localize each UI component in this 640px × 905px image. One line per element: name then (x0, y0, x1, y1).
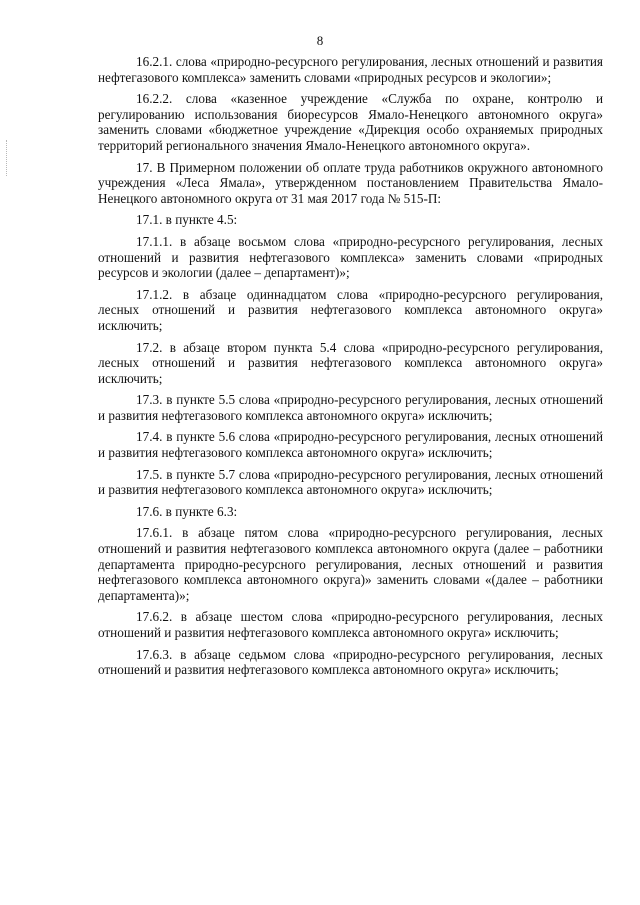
paragraph-17-6: 17.6. в пункте 6.3: (136, 503, 238, 519)
paragraph-17-4: 17.4. в пункте 5.6 слова «природно-ресурсного регулирования, лесных отношений и развития нефтегазового комплекса автономного округа» исключить; (98, 429, 603, 461)
document-body (98, 54, 603, 684)
paragraph-17-5: 17.5. в пункте 5.7 слова «природно-ресурсного регулирования, лесных отношений и развития нефтегазового комплекса автономного округа» исключить; (98, 466, 603, 498)
paragraph-17-6-3: 17.6.3. в абзаце седьмом слова «природно-ресурсного регулирования, лесных отношений и развития нефтегазового комплекса автономного округа» исключить; (98, 646, 603, 678)
paragraph-17-2: 17.2. в абзаце втором пункта 5.4 слова «природно-ресурсного регулирования, лесных отношений и развития нефтегазового комплекса автономного округа» исключить; (98, 339, 603, 386)
margin-stamp-mark (6, 140, 9, 176)
paragraph-16-2-2: 16.2.2. слова «казенное учреждение «Служба по охране, контролю и регулированию использования биоресурсов Ямало-Ненецкого автономного округа» заменить словами «бюджетное учреждение «Дирекция особо охраняемых природных территорий регионального значения Ямало-Ненецкого автономного округа». (98, 91, 603, 153)
paragraph-17-1-2: 17.1.2. в абзаце одиннадцатом слова «природно-ресурсного регулирования, лесных отношений и развития нефтегазового комплекса автономного округа» исключить; (98, 286, 603, 333)
paragraph-17-3: 17.3. в пункте 5.5 слова «природно-ресурсного регулирования, лесных отношений и развития нефтегазового комплекса автономного округа» исключить; (98, 392, 603, 423)
paragraph-17-6-2: 17.6.2. в абзаце шестом слова «природно-ресурсного регулирования, лесных отношений и развития нефтегазового комплекса автономного округа» исключить; (98, 609, 603, 640)
paragraph-17: 17. В Примерном положении об оплате труда работников окружного автономного учреждения «Леса Ямала», утвержденном постановлением Правительства Ямало-Ненецкого автономного округа от 31 мая 2017 года № 515-П: (98, 159, 603, 206)
paragraph-16-2-1: 16.2.1. слова «природно-ресурсного регулирования, лесных отношений и развития нефтегазового комплекса» заменить словами «природных ресурсов и экологии»; (98, 54, 603, 85)
page-number: 8 (316, 33, 324, 48)
paragraph-17-6-1: 17.6.1. в абзаце пятом слова «природно-ресурсного регулирования, лесных отношений и развития нефтегазового комплекса автономного округа (далее – работники департамента природно-ресурсного регулирования, лесных отношений и развития нефтегазового комплекса автономного округа)» заменить словами «(далее – работники департамента)»; (98, 525, 603, 603)
paragraph-17-1-1: 17.1.1. в абзаце восьмом слова «природно-ресурсного регулирования, лесных отношений и развития нефтегазового комплекса» заменить словами «природных ресурсов и экологии (далее – департамент)»; (98, 233, 603, 281)
paragraph-17-1: 17.1. в пункте 4.5: (136, 212, 238, 228)
